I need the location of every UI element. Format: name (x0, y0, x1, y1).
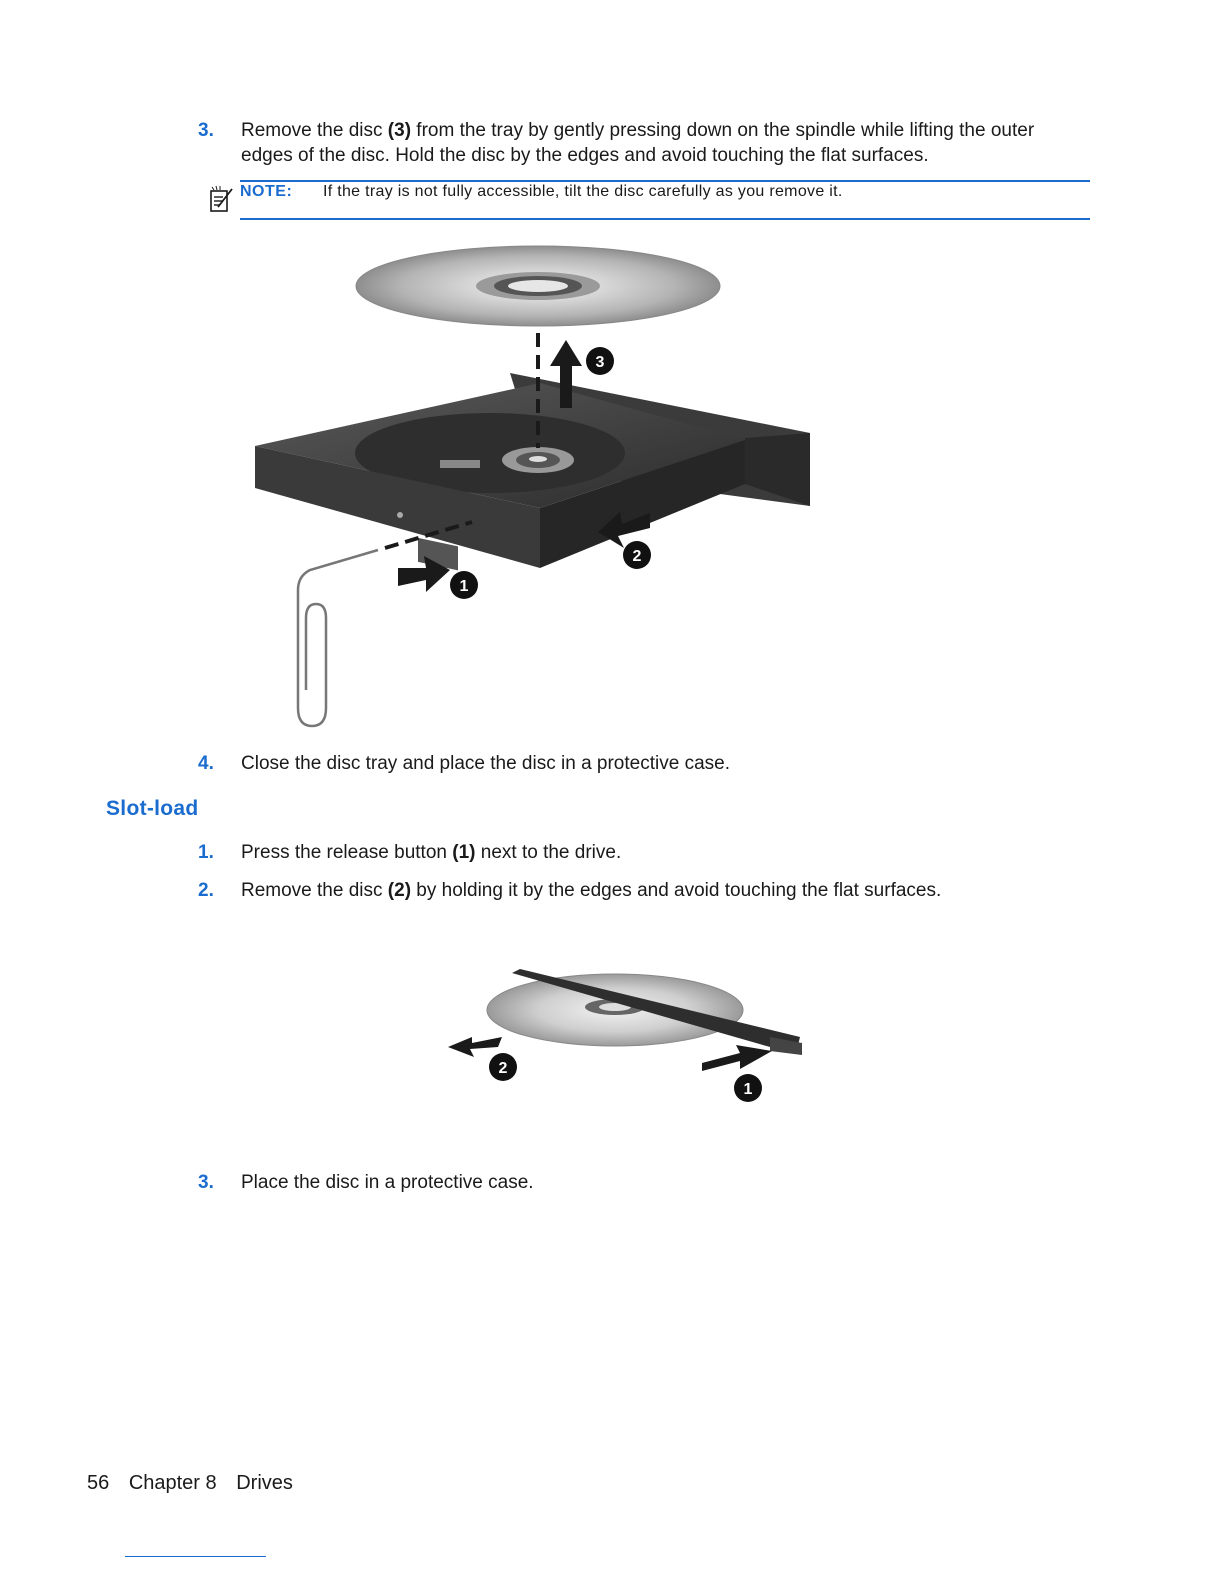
arrow-left-icon (448, 1037, 502, 1057)
step-text: Close the disc tray and place the disc in a protective case. (241, 753, 730, 774)
svg-text:2: 2 (632, 548, 642, 565)
callout-2 (623, 541, 651, 569)
step-text: Remove the disc (3) from the tray by gently pressing down on the spindle while lifting the outer edges of the disc. Hold the disc by the edges and avoid touching the flat surfaces. (241, 120, 1035, 166)
drive-body (255, 373, 810, 570)
arrow-right-icon (702, 1045, 772, 1071)
step-text: Place the disc in a protective case. (241, 1172, 534, 1193)
callout-1 (450, 571, 478, 599)
slot-drive-illustration (440, 965, 810, 1110)
note-box (240, 180, 1090, 220)
page-number: 56 (87, 1472, 110, 1494)
page-footer (87, 1472, 307, 1495)
callout-1 (734, 1074, 762, 1102)
step-text: Press the release button (1) next to the drive. (241, 842, 622, 863)
note-text: If the tray is not fully accessible, tilt the disc carefully as you remove it. (323, 183, 843, 200)
step-number: 4. (198, 753, 214, 774)
chapter-label: Chapter 8 (128, 1472, 217, 1494)
disc (356, 246, 720, 326)
paperclip (298, 550, 378, 726)
slot-disc (487, 974, 743, 1046)
svg-text:1: 1 (459, 578, 469, 595)
chapter-title: Drives (236, 1472, 293, 1494)
step-number: 3. (198, 1172, 214, 1193)
step-text: Remove the disc (2) by holding it by the edges and avoid touching the flat surfaces. (241, 880, 942, 901)
svg-text:1: 1 (743, 1081, 753, 1098)
section-heading-slot-load: Slot-load (106, 797, 199, 820)
step-number: 2. (198, 880, 214, 901)
note-icon (208, 185, 234, 213)
svg-text:2: 2 (498, 1060, 508, 1077)
step-number: 3. (198, 120, 214, 141)
footer-rule (125, 1556, 266, 1557)
callout-3 (586, 347, 614, 375)
note-label: NOTE: (240, 183, 293, 200)
svg-text:3: 3 (595, 354, 605, 371)
callout-2 (489, 1053, 517, 1081)
step-number: 1. (198, 842, 214, 863)
tray-drive-illustration (240, 238, 830, 733)
